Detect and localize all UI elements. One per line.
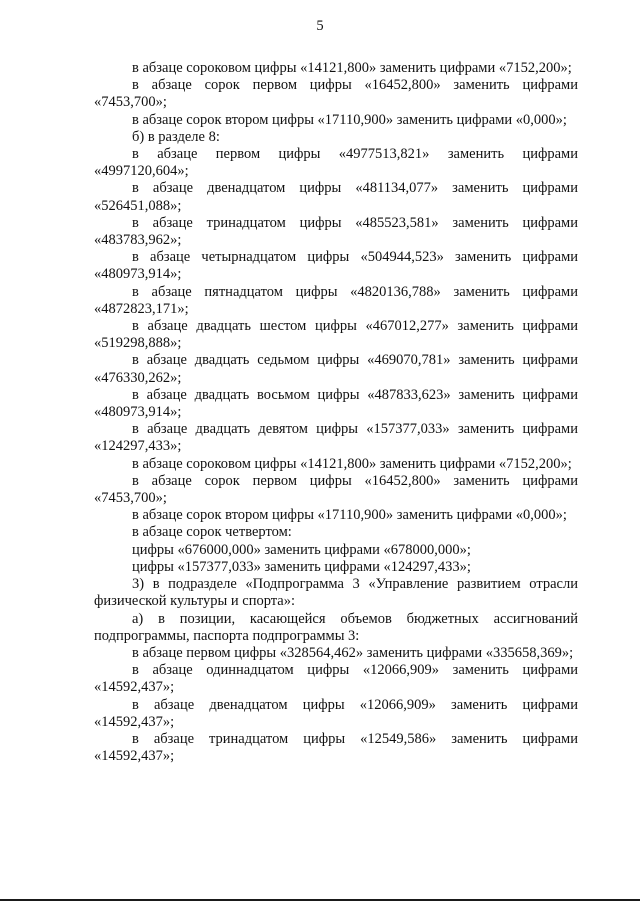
paragraph: в абзаце одиннадцатом цифры «12066,909» заменить цифрами «14592,437»; (94, 662, 578, 696)
page-bottom-edge (0, 899, 640, 901)
document-body (94, 60, 578, 765)
paragraph: в абзаце первом цифры «328564,462» заменить цифрами «335658,369»; (132, 644, 574, 661)
paragraph: в абзаце сорок четвертом: (132, 524, 292, 541)
paragraph: цифры «157377,033» заменить цифрами «124297,433»; (132, 558, 471, 575)
paragraph: в абзаце четырнадцатом цифры «504944,523» заменить цифрами «480973,914»; (94, 249, 578, 283)
paragraph: в абзаце тринадцатом цифры «12549,586» заменить цифрами «14592,437»; (94, 730, 578, 765)
paragraph: в абзаце двадцать восьмом цифры «487833,623» заменить цифрами «480973,914»; (94, 386, 578, 421)
paragraph: в абзаце сороковом цифры «14121,800» заменить цифрами «7152,200»; (132, 60, 572, 76)
paragraph: в абзаце сорок первом цифры «16452,800» заменить цифрами «7453,700»; (94, 77, 578, 111)
paragraph: в абзаце двадцать седьмом цифры «469070,781» заменить цифрами «476330,262»; (94, 352, 578, 386)
paragraph: в абзаце первом цифры «4977513,821» заменить цифрами «4997120,604»; (94, 146, 578, 180)
paragraph: а) в позиции, касающейся объемов бюджетных ассигнований подпрограммы, паспорта подпрограммы 3: (94, 610, 578, 644)
paragraph: в абзаце двенадцатом цифры «12066,909» заменить цифрами «14592,437»; (94, 696, 578, 730)
section-heading: б) в разделе 8: (132, 128, 220, 145)
paragraph: в абзаце сороковом цифры «14121,800» заменить цифрами «7152,200»; (132, 455, 572, 472)
paragraph: в абзаце пятнадцатом цифры «4820136,788» заменить цифрами «4872823,171»; (94, 283, 578, 317)
paragraph: цифры «676000,000» заменить цифрами «678000,000»; (132, 541, 471, 558)
paragraph: в абзаце двадцать шестом цифры «467012,277» заменить цифрами «519298,888»; (94, 318, 578, 352)
paragraph: в абзаце сорок первом цифры «16452,800» заменить цифрами «7453,700»; (94, 472, 578, 507)
section-heading: 3) в подразделе «Подпрограмма 3 «Управление развитием отрасли физической культуры и спорта»: (94, 576, 578, 610)
paragraph: в абзаце двенадцатом цифры «481134,077» заменить цифрами «526451,088»; (94, 180, 578, 214)
paragraph: в абзаце тринадцатом цифры «485523,581» заменить цифрами «483783,962»; (94, 214, 578, 249)
paragraph: в абзаце сорок втором цифры «17110,900» заменить цифрами «0,000»; (132, 111, 567, 128)
page-number: 5 (316, 18, 324, 34)
paragraph: в абзаце сорок втором цифры «17110,900» заменить цифрами «0,000»; (132, 507, 567, 524)
paragraph: в абзаце двадцать девятом цифры «157377,033» заменить цифрами «124297,433»; (94, 421, 578, 455)
